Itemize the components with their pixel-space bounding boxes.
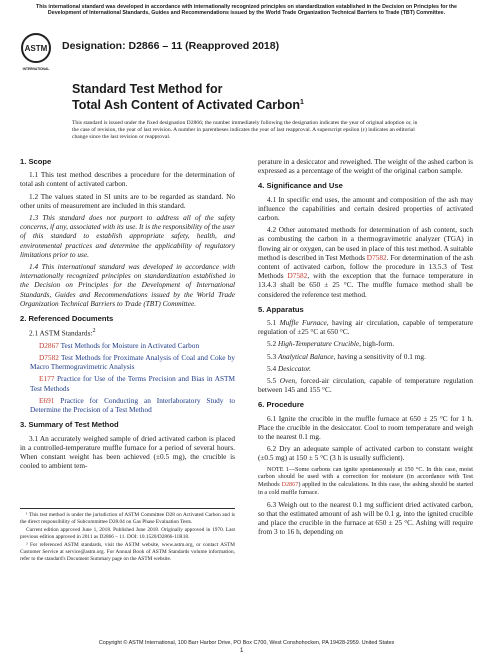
left-column [20,157,235,473]
para-5-3: 5.3 Analytical Balance, having a sensitivity of 0.1 mg. [267,351,426,361]
para-4-2: 4.2 Other automated methods for determination of ash content, such as combusting the carbon in a thermogravimetric analyzer (TGA) in flowing air or oxygen, can be used in place of this test method. A suitable method is described in Test Methods D7582. For determination of the ash content of activated carbon, follow the procedure in 13.5.3 of Test Methods D7582, with the exception that the furnace temperature in 13.4.3 shall be 650 ± 25 °C. The muffle furnace method shall be considered the reference test method. [258,225,473,299]
reference-title-link[interactable]: Practice for Use of the Terms Precision and Bias in ASTM Test Methods [30,374,235,393]
para-6-2: 6.2 Dry an adequate sample of activated carbon to constant weight (±0.5 mg) at 150 ± 5 °C (3 h is usually sufficient). [258,444,473,463]
reference-code-link[interactable]: E691 [39,395,55,405]
document-title [72,82,422,112]
note-1: NOTE 1—Some carbons can ignite spontaneously at 150 °C. In this case, moist carbon should be used with a correction for moisture (in accordance with Test Methods D2867) applied in the calculations. In this case, the ashing should be started in a cold muffle furnace. [258,465,473,497]
svg-text:INTERNATIONAL: INTERNATIONAL [22,67,50,71]
link-d7582-a[interactable]: D7582 [366,252,387,262]
reference-title-link[interactable]: Test Methods for Moisture in Activated Carbon [60,340,200,350]
para-1-2: 1.2 The values stated in SI units are to be regarded as standard. No other units of measurement are included in this standard. [20,191,235,210]
title-line-2: Total Ash Content of Activated Carbon$^1$ [72,98,304,113]
para-4-1: 4.1 In specific end uses, the amount and composition of the ash may influence the capabilities and certain desired properties of activated carbon. [258,194,473,223]
reference-item [20,353,235,371]
reference-title-link[interactable]: Practice for Conducting an Interlaboratory Study to Determine the Precision of a Test Method [30,395,236,415]
para-5-2: 5.2 High-Temperature Crucible, high-form. [267,339,395,349]
para-1-1: 1.1 This test method describes a procedure for the determination of total ash content of activated carbon. [20,170,235,189]
link-d2867[interactable]: D2867 [281,481,299,489]
right-column [258,157,473,540]
para-5-4: 5.4 Desiccator. [267,363,311,373]
para-5-1: 5.1 Muffle Furnace, having air circulation, capable of temperature regulation of ±25 °C at 650 °C. [258,318,473,337]
section-significance-heading: 4. Significance and Use [258,181,343,191]
svg-text:ASTM: ASTM [24,44,48,53]
section-scope-heading: 1. Scope [20,157,52,166]
para-3-1-continued: perature in a desiccator and reweighed. The weight of the ashed carbon is expressed as a percentage of the weight of the original carbon sample. [258,157,473,176]
issued-note: This standard is issued under the fixed designation D2866; the number immediately following the designation indicates the year of original adoption or, in the case of revision, the year of last revision. A number in parentheses indicates the year of last reapproval. A superscript epsilon (ε) indicates an editorial change since the last revision or reapproval. [72,120,418,140]
title-footnote-marker: 1 [300,99,304,106]
footnotes [20,508,235,564]
copyright-footer: Copyright © ASTM International, 100 Barr Harbor Drive, PO Box C700, West Conshohocken, PA 19428-2959. United States [98,640,395,646]
footnote-1: ¹ This test method is under the jurisdiction of ASTM Committee D28 on Activated Carbon and is the direct responsibility of Subcommittee D28.04 on Gas Phase Evaluation Tests. [20,512,235,525]
title-line-1: Standard Test Method for [72,82,223,96]
reference-code-link[interactable]: D7582 [39,353,59,363]
section-apparatus-heading: 5. Apparatus [258,304,304,314]
para-6-1: 6.1 Ignite the crucible in the muffle furnace at 650 ± 25 °C for 1 h. Place the crucible in the desiccator. Cool to room temperature and weigh to the nearest 0.1 mg. [258,413,473,442]
para-3-1: 3.1 An accurately weighed sample of dried activated carbon is placed in a controlled-temperature muffle furnace for a period of several hours. When constant weight has been achieved (±0.5 mg), the crucible is cooled to ambient tem- [20,433,235,471]
reference-item [20,396,235,414]
reference-title-link[interactable]: Test Methods for Proximate Analysis of Coal and Coke by Macro Thermogravimetric Analysis [30,353,235,372]
reference-code-link[interactable]: E177 [39,374,55,384]
page-number: 1 [240,648,244,654]
footnote-2: ² For referenced ASTM standards, visit the ASTM website, www.astm.org, or contact ASTM Customer Service at service@astm.org. For Annual Book of ASTM Standards volume information, refer to the standard's Document Summary page on the ASTM website. [20,542,235,562]
ref-subheading: 2.1 ASTM Standards:$^2$ [29,328,96,338]
top-notice: This international standard was developed in accordance with internationally recognized principles on standardization established in the Decision on Principles for the Development of International Standards, Guides and Recommendations issued by the World Trade Organization Technical Barriers to Trade (TBT) Committee. [36,4,457,17]
section-summary-heading: 3. Summary of Test Method [20,420,119,430]
section-procedure-heading: 6. Procedure [258,400,305,410]
section-referenced-documents-heading: 2. Referenced Documents [20,314,114,324]
para-1-3: 1.3 This standard does not purport to address all of the safety concerns, if any, associated with its use. It is the responsibility of the user of this standard to establish appropriate safety, health, and environmental practices and determine the applicability of regulatory limitations prior to use. [20,213,235,259]
astm-logo [20,32,52,74]
reference-item [20,374,235,392]
designation: Designation: D2866 – 11 (Reapproved 2018) [62,40,280,52]
ref-footnote-marker: 2 [92,328,96,335]
para-5-5: 5.5 Oven, forced-air circulation, capable of temperature regulation between 145 and 155 °C. [258,376,473,395]
reference-code-link[interactable]: D2867 [39,340,59,350]
para-1-4: 1.4 This international standard was developed in accordance with internationally recognized principles on standardization established in the Decision on Principles for the Development of International Standards, Guides and Recommendations issued by the World Trade Organization Technical Barriers to Trade (TBT) Committee. [20,262,235,308]
footnote-1-edition: Current edition approved June 1, 2018. Published June 2018. Originally approved in 1970. Last previous edition approved in 2011 as D2866 – 11. DOI: 10.1520/D2866-11R18. [20,527,235,540]
link-d7582-b[interactable]: D7582 [287,271,308,281]
reference-item [20,341,235,350]
para-6-3: 6.3 Weigh out to the nearest 0.1 mg sufficient dried activated carbon, so that the estimated amount of ash will be 0.1 g, into the ignited crucible and place the crucible in the furnace at 650 ± 25 °C. Ashing will require from 3 to 16 h, depending on [258,499,473,537]
reference-list [20,341,235,414]
